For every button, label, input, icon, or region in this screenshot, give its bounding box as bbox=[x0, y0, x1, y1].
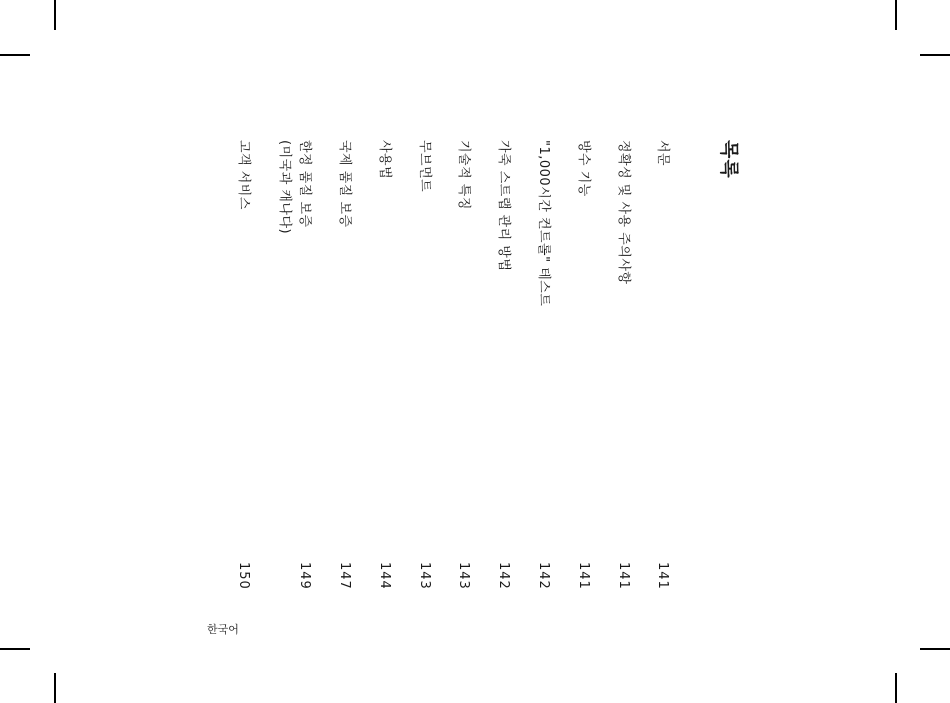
toc-title: 목록 bbox=[718, 140, 740, 179]
toc-entry-movement: 무브먼트 bbox=[417, 140, 432, 193]
crop-mark-top-left bbox=[54, 0, 56, 30]
toc-page-movement: 143 bbox=[417, 562, 432, 590]
toc-page-leather-strap: 142 bbox=[496, 562, 511, 590]
crop-mark-left-top bbox=[0, 54, 30, 56]
toc-entry-limited-warranty-line1: 한정 품질 보증 bbox=[297, 140, 312, 228]
toc-entry-leather-strap: 가죽 스트랩 관리 방법 bbox=[496, 140, 511, 272]
toc-entry-customer-service: 고객 서비스 bbox=[236, 140, 251, 210]
toc-page-1000-hour-test: 142 bbox=[536, 562, 551, 590]
crop-mark-right-top bbox=[920, 54, 950, 56]
toc-page-water-resistance: 141 bbox=[576, 562, 591, 590]
toc-page-technical-features: 143 bbox=[456, 562, 471, 590]
toc-entry-limited-warranty bbox=[274, 140, 314, 234]
toc-page-limited-warranty: 149 bbox=[297, 562, 312, 590]
crop-mark-bottom-left bbox=[54, 673, 56, 703]
toc-page-usage: 144 bbox=[377, 562, 392, 590]
toc-entry-international-warranty: 국제 품질 보증 bbox=[337, 140, 352, 228]
toc-entry-technical-features: 기술적 특징 bbox=[456, 140, 471, 210]
toc-entry-1000-hour-test: "1,000시간 컨트롤" 테스트 bbox=[536, 140, 551, 307]
toc-entry-usage: 사용법 bbox=[377, 140, 392, 180]
toc-page-international-warranty: 147 bbox=[337, 562, 352, 590]
crop-mark-bottom-right bbox=[895, 673, 897, 703]
toc-entry-limited-warranty-line2: (미국과 캐나다) bbox=[277, 140, 292, 235]
toc-entry-water-resistance: 방수 기능 bbox=[576, 140, 591, 197]
toc-entry-accuracy: 정확성 및 사용 주의사항 bbox=[616, 140, 631, 285]
toc-page-customer-service: 150 bbox=[236, 562, 251, 590]
crop-mark-right-bottom bbox=[920, 648, 950, 650]
toc-page-accuracy: 141 bbox=[616, 562, 631, 590]
crop-mark-top-right bbox=[895, 0, 897, 30]
crop-mark-left-bottom bbox=[0, 648, 30, 650]
toc-entry-preface: 서문 bbox=[655, 140, 670, 167]
toc-page-preface: 141 bbox=[655, 562, 670, 590]
language-label: 한국어 bbox=[207, 623, 239, 636]
